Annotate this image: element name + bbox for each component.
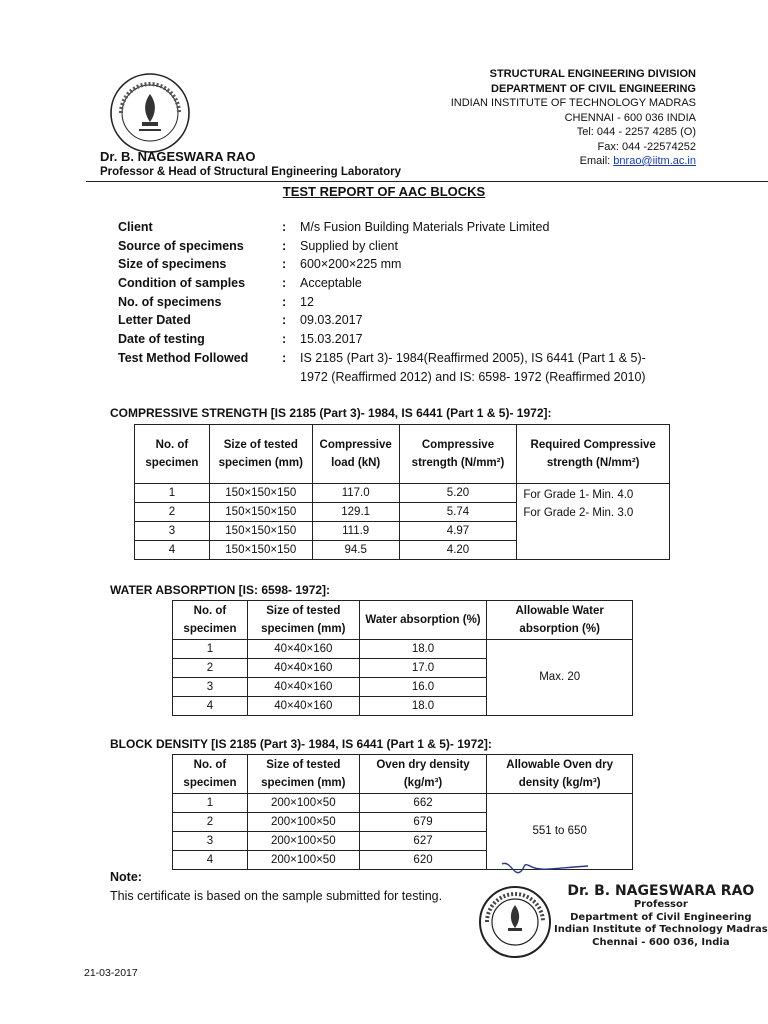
table-cell: 17.0 [359, 659, 487, 678]
note-text: This certificate is based on the sample submitted for testing. [110, 889, 443, 903]
info-key: Size of specimens [118, 257, 227, 272]
report-date: 21-03-2017 [84, 967, 138, 979]
table-cell: 4.20 [399, 541, 517, 560]
table-cell: 40×40×160 [247, 678, 359, 697]
author-name: Dr. B. NAGESWARA RAO [100, 149, 256, 164]
table-cell: 620 [359, 851, 487, 870]
table-cell: 5.20 [399, 484, 517, 503]
info-key: Test Method Followed [118, 350, 249, 365]
compressive-heading: COMPRESSIVE STRENGTH [IS 2185 (Part 3)- 1984, IS 6441 (Part 1 & 5)- 1972]: [110, 406, 552, 420]
table-cell: 150×150×150 [209, 503, 312, 522]
table-cell: 4.97 [399, 522, 517, 541]
table-cell: 2 [173, 813, 248, 832]
author-role: Professor & Head of Structural Engineering Laboratory [100, 166, 401, 178]
table-cell: 3 [135, 522, 210, 541]
note-label: Note: [110, 870, 142, 884]
table-cell: 200×100×50 [247, 851, 359, 870]
institution-address [451, 67, 696, 169]
info-value: IS 2185 (Part 3)- 1984(Reaffirmed 2005), IS 6441 (Part 1 & 5)- 1972 (Reaffirmed 2012) and IS: 6598- 1972 (Reaffirmed 2010) [300, 350, 646, 384]
table-header-row [173, 755, 633, 794]
table-cell: 1 [173, 640, 248, 659]
table-cell: 1 [173, 794, 248, 813]
info-colon: : [282, 350, 287, 365]
iit-madras-logo [109, 72, 191, 154]
required-grade-2: For Grade 2- Min. 3.0 [523, 507, 634, 519]
table-cell: 16.0 [359, 678, 487, 697]
compressive-table [134, 424, 670, 560]
info-value: Supplied by client [300, 238, 398, 253]
info-colon: : [282, 276, 287, 291]
info-value: 15.03.2017 [300, 332, 363, 347]
stamp-line: Indian Institute of Technology Madras [554, 924, 768, 935]
table-cell: 18.0 [359, 640, 487, 659]
info-value: 12 [300, 294, 314, 309]
table-cell: 200×100×50 [247, 813, 359, 832]
info-key: Client [118, 220, 153, 234]
signature [500, 860, 590, 880]
info-value: 600×200×225 mm [300, 257, 402, 272]
table-row [173, 794, 633, 813]
stamp-line: Chennai - 600 036, India [592, 936, 730, 948]
stamp-line: Professor [633, 899, 688, 910]
info-colon: : [282, 257, 287, 272]
column-header: No. of specimen [173, 755, 248, 794]
info-key: Source of specimens [118, 238, 244, 253]
table-cell: 94.5 [312, 541, 399, 560]
info-colon: : [282, 238, 287, 253]
table-cell: 150×150×150 [209, 541, 312, 560]
column-header: Oven dry density (kg/m³) [359, 755, 487, 794]
density-table [172, 754, 633, 870]
table-cell: 4 [173, 697, 248, 716]
table-cell: 627 [359, 832, 487, 851]
report-info [118, 218, 680, 386]
table-cell: 2 [135, 503, 210, 522]
table-cell: 150×150×150 [209, 484, 312, 503]
table-cell: 3 [173, 832, 248, 851]
info-colon: : [282, 313, 287, 328]
water-table [172, 600, 633, 716]
info-row [118, 255, 680, 274]
column-header: Compressive load (kN) [312, 425, 399, 484]
table-header-row [135, 425, 670, 484]
stamp-name: Dr. B. NAGESWARA RAO [567, 883, 755, 899]
allowable-density-cell: 551 to 650 [487, 794, 633, 870]
info-key: Condition of samples [118, 276, 246, 291]
email-line [451, 154, 696, 169]
water-heading: WATER ABSORPTION [IS: 6598- 1972]: [110, 583, 331, 597]
email-link[interactable]: bnrao@iitm.ac.in [613, 155, 696, 167]
table-cell: 40×40×160 [247, 659, 359, 678]
required-strength-cell [517, 484, 670, 560]
table-cell: 18.0 [359, 697, 487, 716]
table-cell: 40×40×160 [247, 640, 359, 659]
email-label: Email: [579, 155, 611, 167]
table-cell: 200×100×50 [247, 832, 359, 851]
info-value: M/s Fusion Building Materials Private Limited [300, 220, 550, 234]
table-cell: 150×150×150 [209, 522, 312, 541]
table-cell: 679 [359, 813, 487, 832]
column-header: Allowable Water absorption (%) [487, 601, 633, 640]
table-cell: 117.0 [312, 484, 399, 503]
institute-name: INDIAN INSTITUTE OF TECHNOLOGY MADRAS [450, 97, 696, 109]
info-colon: : [282, 332, 287, 347]
table-row [173, 640, 633, 659]
info-row [118, 293, 680, 312]
table-cell: 129.1 [312, 503, 399, 522]
institute-seal [478, 885, 552, 959]
column-header: Required Compressive strength (N/mm²) [517, 425, 670, 484]
table-cell: 111.9 [312, 522, 399, 541]
info-row [118, 330, 680, 349]
report-title: TEST REPORT OF AAC BLOCKS [282, 184, 486, 199]
info-key: Date of testing [118, 332, 205, 347]
division-name: STRUCTURAL ENGINEERING DIVISION [489, 68, 696, 80]
info-row [118, 274, 680, 293]
info-row [118, 218, 680, 237]
official-stamp [554, 883, 768, 949]
info-row [118, 311, 680, 330]
allowable-water-cell: Max. 20 [487, 640, 633, 716]
table-header-row [173, 601, 633, 640]
column-header: Compressive strength (N/mm²) [399, 425, 517, 484]
stamp-line: Department of Civil Engineering [570, 911, 752, 923]
table-cell: 662 [359, 794, 487, 813]
info-row [118, 349, 680, 386]
column-header: Allowable Oven dry density (kg/m³) [487, 755, 633, 794]
column-header: Size of tested specimen (mm) [209, 425, 312, 484]
info-key: No. of specimens [118, 294, 222, 309]
table-cell: 5.74 [399, 503, 517, 522]
telephone: Tel: 044 - 2257 4285 (O) [576, 126, 696, 138]
fax: Fax: 044 -22574252 [597, 140, 696, 153]
info-colon: : [282, 294, 287, 309]
column-header: No. of specimen [173, 601, 248, 640]
department-name: DEPARTMENT OF CIVIL ENGINEERING [491, 82, 696, 95]
table-cell: 2 [173, 659, 248, 678]
column-header: No. of specimen [135, 425, 210, 484]
info-row [118, 237, 680, 256]
header-divider [86, 181, 768, 182]
table-cell: 200×100×50 [247, 794, 359, 813]
column-header: Size of tested specimen (mm) [247, 601, 359, 640]
required-grade-1: For Grade 1- Min. 4.0 [523, 489, 634, 501]
city: CHENNAI - 600 036 INDIA [564, 111, 696, 124]
table-cell: 1 [135, 484, 210, 503]
table-cell: 4 [135, 541, 210, 560]
table-cell: 4 [173, 851, 248, 870]
table-cell: 40×40×160 [247, 697, 359, 716]
info-key: Letter Dated [118, 313, 191, 328]
density-heading: BLOCK DENSITY [IS 2185 (Part 3)- 1984, IS 6441 (Part 1 & 5)- 1972]: [110, 737, 492, 751]
table-cell: 3 [173, 678, 248, 697]
table-row [135, 484, 670, 503]
info-value: 09.03.2017 [300, 313, 363, 328]
column-header: Water absorption (%) [359, 601, 487, 640]
info-colon: : [282, 220, 287, 234]
info-value: Acceptable [300, 276, 362, 291]
column-header: Size of tested specimen (mm) [247, 755, 359, 794]
